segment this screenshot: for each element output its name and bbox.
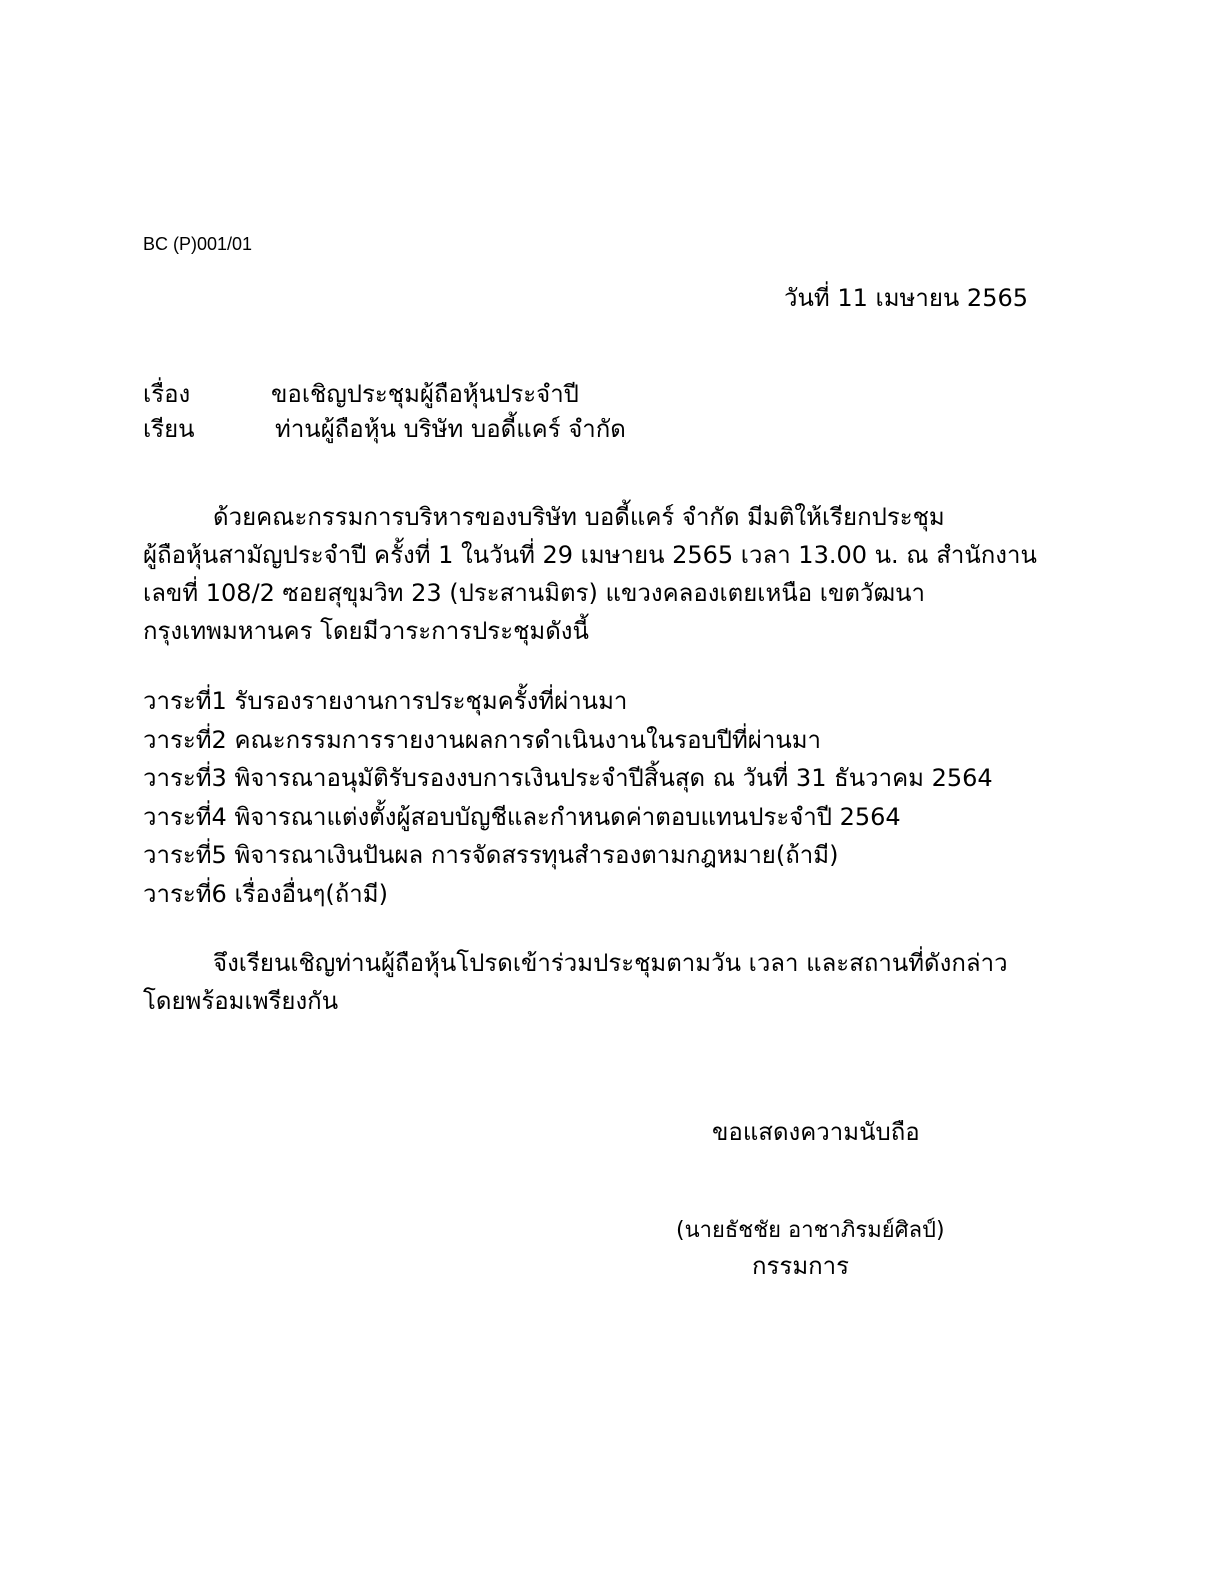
- signatory-name: (นายธัชชัย อาชาภิรมย์ศิลป์): [676, 1218, 945, 1243]
- addressee-text: ท่านผู้ถือหุ้น บริษัท บอดี้แคร์ จำกัด: [275, 415, 626, 443]
- letter-date: วันที่ 11 เมษายน 2565: [784, 284, 1028, 312]
- agenda-item: วาระที่4 พิจารณาแต่งตั้งผู้สอบบัญชีและกำหนดค่าตอบแทนประจำปี 2564: [143, 802, 901, 831]
- agenda-item: วาระที่3 พิจารณาอนุมัติรับรองงบการเงินประจำปีสิ้นสุด ณ วันที่ 31 ธันวาคม 2564: [143, 764, 993, 792]
- reference-number: BC (P)001/01: [143, 234, 253, 254]
- closing-line: โดยพร้อมเพรียงกัน: [143, 987, 339, 1015]
- subject-text: ขอเชิญประชุมผู้ถือหุ้นประจำปี: [271, 380, 579, 408]
- body-line: กรุงเทพมหานคร โดยมีวาระการประชุมดังนี้: [143, 617, 589, 645]
- agenda-item: วาระที่5 พิจารณาเงินปันผล การจัดสรรทุนสำรองตามกฎหมาย(ถ้ามี): [143, 841, 839, 869]
- subject-label: เรื่อง: [143, 380, 191, 408]
- agenda-item: วาระที่2 คณะกรรมการรายงานผลการดำเนินงานในรอบปีที่ผ่านมา: [143, 725, 822, 754]
- agenda-list: [143, 682, 993, 913]
- body-line: เลขที่ 108/2 ซอยสุขุมวิท 23 (ประสานมิตร) แขวงคลองเตยเหนือ เขตวัฒนา: [143, 579, 926, 607]
- closing-paragraph: [143, 944, 1008, 1020]
- sign-off: ขอแสดงความนับถือ: [712, 1118, 920, 1146]
- addressee-row: [143, 409, 843, 443]
- body-paragraph: [143, 498, 1073, 650]
- body-line: ผู้ถือหุ้นสามัญประจำปี ครั้งที่ 1 ในวันที่ 29 เมษายน 2565 เวลา 13.00 น. ณ สำนักงาน: [143, 541, 1037, 569]
- closing-line: จึงเรียนเชิญท่านผู้ถือหุ้นโปรดเข้าร่วมประชุมตามวัน เวลา และสถานที่ดังกล่าว: [213, 949, 1008, 977]
- agenda-item: วาระที่6 เรื่องอื่นๆ(ถ้ามี): [143, 879, 388, 908]
- subject-row: [143, 374, 843, 408]
- addressee-label: เรียน: [143, 415, 195, 443]
- body-line: ด้วยคณะกรรมการบริหารของบริษัท บอดี้แคร์ จำกัด มีมติให้เรียกประชุม: [213, 503, 945, 531]
- signatory-title: กรรมการ: [752, 1252, 850, 1280]
- agenda-item: วาระที่1 รับรองรายงานการประชุมครั้งที่ผ่านมา: [143, 687, 628, 715]
